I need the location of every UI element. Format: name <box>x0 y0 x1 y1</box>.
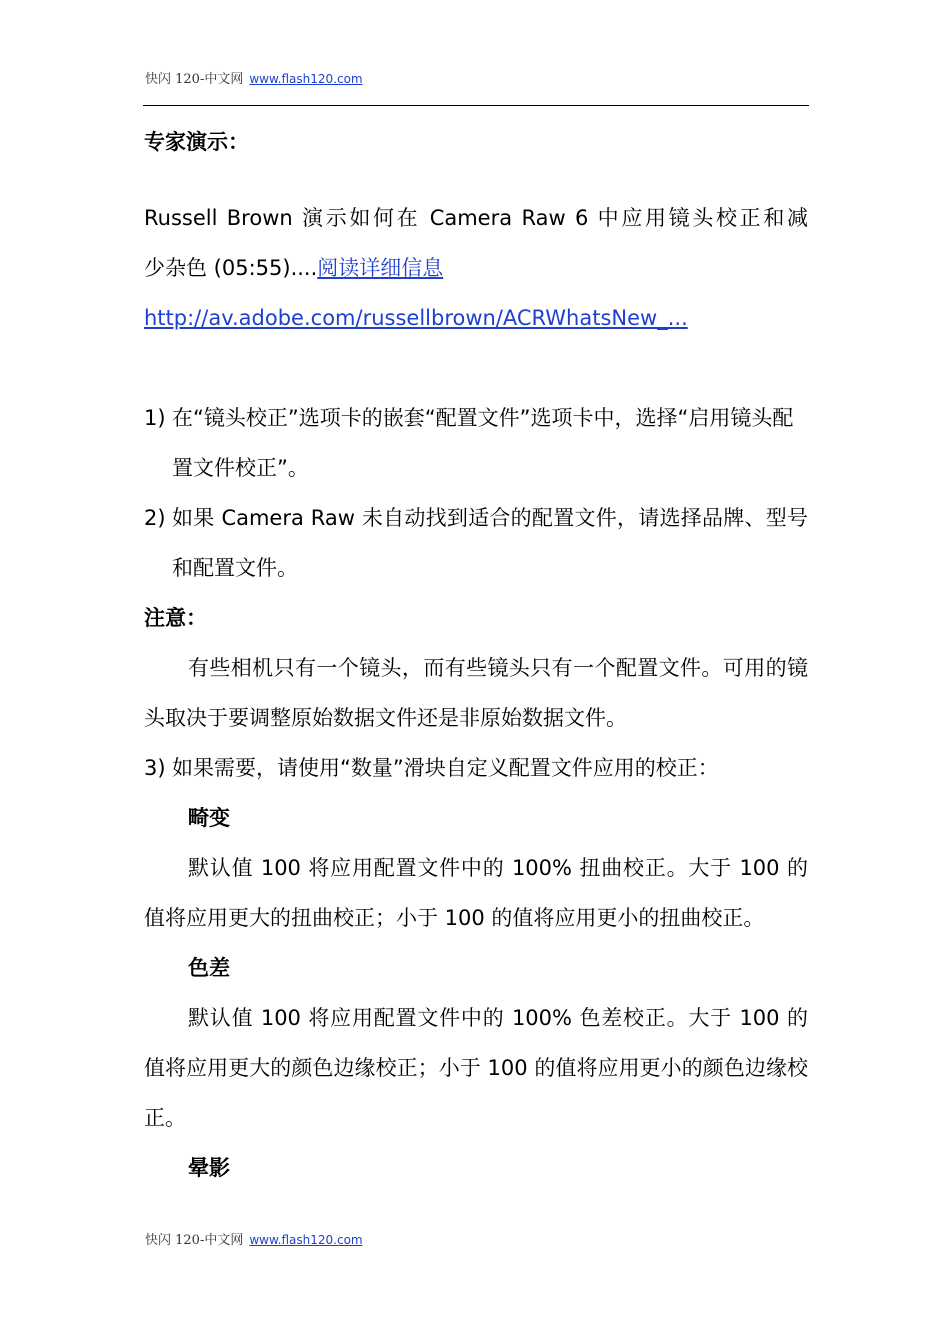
note-text: 有些相机只有一个镜头，而有些镜头只有一个配置文件。可用的镜头取决于要调整原始数据文件还是非原始数据文件。 <box>144 656 808 730</box>
expert-demo-title: 专家演示： <box>144 130 249 154</box>
list-text: 在“镜头校正”选项卡的嵌套“配置文件”选项卡中，选择“启用镜头配置文件校正”。 <box>172 406 794 480</box>
demo-url-link[interactable]: http://av.adobe.com/russellbrown/ACRWhatsNew_... <box>144 306 688 330</box>
header-site-name: 快闪 120-中文网 <box>145 72 244 87</box>
read-more-link[interactable]: 阅读详细信息 <box>317 256 444 280</box>
chromatic-title: 色差 <box>188 956 230 980</box>
list-item <box>144 393 808 493</box>
header-divider <box>143 105 809 106</box>
page-footer <box>145 1229 363 1248</box>
list-text: 如果需要，请使用“数量”滑块自定义配置文件应用的校正： <box>172 756 719 780</box>
list-number: 3) <box>144 756 166 780</box>
vignette-title: 晕影 <box>188 1156 230 1180</box>
page-header <box>145 68 363 87</box>
expert-demo-desc-line1: Russell Brown 演示如何在 Camera Raw 6 中应用镜头校正和减 <box>144 206 808 230</box>
demo-url-line <box>144 293 808 343</box>
footer-site-link[interactable]: www.flash120.com <box>249 1233 363 1247</box>
list-number: 2) <box>144 506 166 530</box>
list-number: 1) <box>144 406 166 430</box>
list-text: 如果 Camera Raw 未自动找到适合的配置文件，请选择品牌、型号和配置文件。 <box>172 506 808 580</box>
distortion-title: 畸变 <box>188 806 230 830</box>
expert-demo-desc-prefix: 少杂色 (05:55).... <box>144 256 318 280</box>
expert-demo-desc-line2 <box>144 243 808 293</box>
list-item <box>144 743 808 793</box>
document-body <box>144 115 808 1193</box>
footer-site-name: 快闪 120-中文网 <box>145 1233 244 1248</box>
list-item <box>144 493 808 593</box>
spacer <box>144 343 808 393</box>
chromatic-text: 默认值 100 将应用配置文件中的 100% 色差校正。大于 100 的值将应用更大的颜色边缘校正；小于 100 的值将应用更小的颜色边缘校正。 <box>144 1006 808 1130</box>
header-site-link[interactable]: www.flash120.com <box>249 72 363 86</box>
distortion-text: 默认值 100 将应用配置文件中的 100% 扭曲校正。大于 100 的值将应用更大的扭曲校正；小于 100 的值将应用更小的扭曲校正。 <box>144 856 808 930</box>
note-title: 注意： <box>144 606 207 630</box>
